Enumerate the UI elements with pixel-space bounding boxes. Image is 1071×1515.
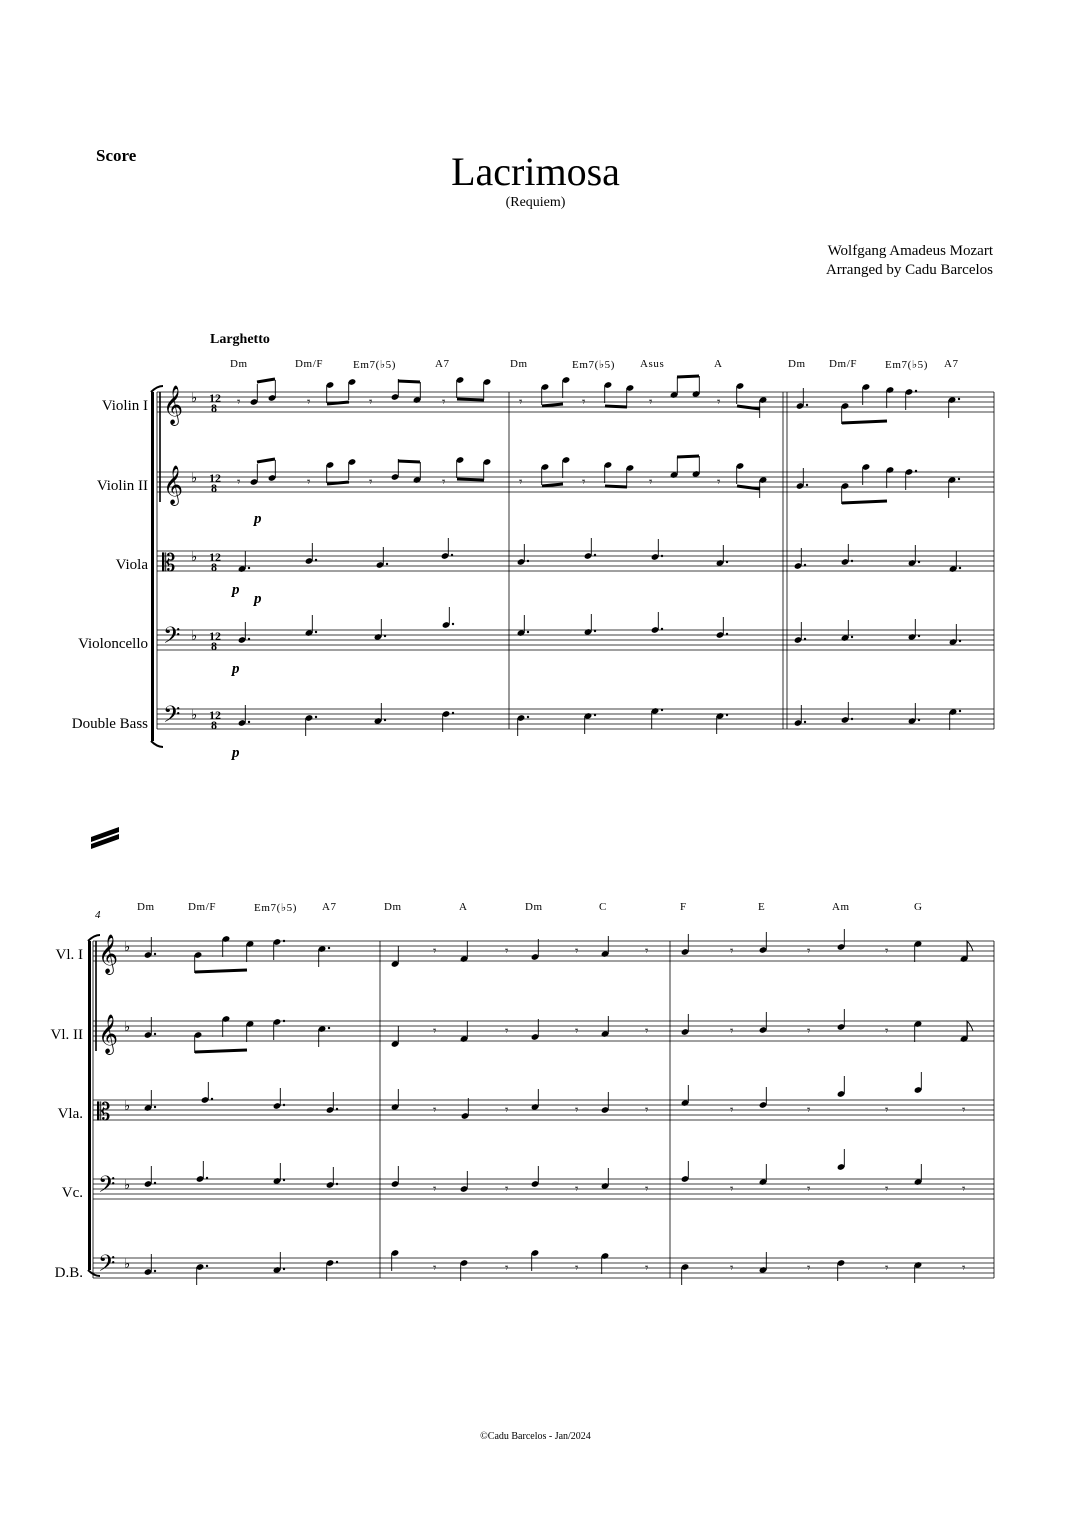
augmentation-dot [918,561,920,563]
augmentation-dot [959,640,961,642]
chord-symbol: Em7(♭5) [885,359,928,371]
augmentation-dot [336,1108,338,1110]
treble-clef: 𝄞 [163,467,184,504]
instrument-name-violoncello: Violoncello [78,636,148,652]
chord-symbol: G [914,901,923,913]
augmentation-dot [452,623,454,625]
augmentation-dot [283,1268,285,1270]
alto-clef: 𝄡 [162,551,176,577]
composer-credit: Wolfgang Amadeus Mozart [827,243,993,259]
augmentation-dot [594,630,596,632]
eighth-rest: 𝄾 [442,394,446,409]
augmentation-dot [726,561,728,563]
eighth-rest: 𝄾 [807,1023,811,1038]
piece-title: Lacrimosa [451,149,620,194]
augmentation-dot [315,631,317,633]
note-beam [257,379,275,382]
augmentation-dot [206,1265,208,1267]
eighth-rest: 𝄾 [962,1260,966,1275]
augmentation-dot [804,721,806,723]
chord-symbol: Dm/F [188,901,217,913]
instrument-name-double-bass: Double Bass [71,716,148,732]
instrument-name-viola-short: Vla. [57,1106,83,1122]
eighth-rest: 𝄾 [645,1260,649,1275]
chord-symbol: A7 [322,901,337,913]
time-signature-bottom: 8 [211,560,217,574]
alto-clef: 𝄡 [97,1100,111,1126]
augmentation-dot [959,567,961,569]
eighth-rest: 𝄾 [575,1260,579,1275]
bracket-hook [151,386,163,392]
bass-clef: 𝄢 [163,702,181,732]
eighth-rest: 𝄾 [582,474,586,489]
eighth-rest: 𝄾 [962,1181,966,1196]
time-signature-top: 12 [209,550,221,564]
time-signature-bottom: 8 [211,481,217,495]
chord-symbol: Em7(♭5) [572,359,615,371]
eighth-rest: 𝄾 [649,474,653,489]
augmentation-dot [959,710,961,712]
augmentation-dot [154,1106,156,1108]
chord-symbol: A7 [435,358,450,370]
flat-accidental: ♭ [191,707,198,722]
bass-clef: 𝄢 [163,623,181,653]
augmentation-dot [452,712,454,714]
augmentation-dot [851,636,853,638]
arranger-credit: Arranged by Cadu Barcelos [825,262,993,278]
bracket-hook [151,741,163,747]
eighth-rest: 𝄾 [442,474,446,489]
augmentation-dot [594,554,596,556]
treble-clef: 𝄞 [98,936,119,973]
eighth-rest: 𝄾 [807,1102,811,1117]
chord-symbol: Dm [788,358,806,370]
augmentation-dot [915,390,917,392]
time-signature-top: 12 [209,708,221,722]
flat-accidental: ♭ [124,1098,131,1113]
augmentation-dot [918,635,920,637]
augmentation-dot [384,719,386,721]
eighth-rest: 𝄾 [645,1181,649,1196]
augmentation-dot [315,559,317,561]
flat-accidental: ♭ [191,390,198,405]
eighth-rest: 𝄾 [505,943,509,958]
eighth-rest: 𝄾 [433,1023,437,1038]
copyright-footer: ©Cadu Barcelos - Jan/2024 [480,1431,591,1442]
augmentation-dot [211,1098,213,1100]
eighth-rest: 𝄾 [575,943,579,958]
augmentation-dot [384,635,386,637]
eighth-rest: 𝄾 [885,1181,889,1196]
augmentation-dot [806,404,808,406]
dynamic-piano: p [232,661,240,677]
eighth-rest: 𝄾 [717,474,721,489]
augmentation-dot [958,398,960,400]
chord-symbol: Dm [230,358,248,370]
treble-clef: 𝄞 [163,387,184,424]
augmentation-dot [386,563,388,565]
eighth-rest: 𝄾 [645,943,649,958]
augmentation-dot [527,631,529,633]
measure-number: 4 [95,909,101,921]
chord-symbol: F [680,901,687,913]
note-beam [195,970,247,972]
eighth-rest: 𝄾 [369,394,373,409]
eighth-rest: 𝄾 [807,943,811,958]
eighth-rest: 𝄾 [649,394,653,409]
augmentation-dot [154,953,156,955]
chord-symbol: A7 [944,358,959,370]
eighth-rest: 𝄾 [433,943,437,958]
time-signature-top: 12 [209,391,221,405]
note-beam [257,459,275,462]
flat-accidental: ♭ [191,470,198,485]
chord-symbol: Em7(♭5) [353,359,396,371]
eighth-rest: 𝄾 [807,1181,811,1196]
augmentation-dot [154,1033,156,1035]
eighth-rest: 𝄾 [645,1102,649,1117]
augmentation-dot [527,716,529,718]
treble-clef: 𝄞 [98,1016,119,1053]
eighth-rest: 𝄾 [433,1260,437,1275]
instrument-name-double-bass-short: D.B. [54,1265,83,1281]
note-beam [842,421,887,423]
piece-subtitle: (Requiem) [505,195,566,210]
augmentation-dot [726,633,728,635]
chord-symbol: E [758,901,766,913]
flat-accidental: ♭ [124,939,131,954]
dynamic-piano: p [232,582,240,598]
eighth-rest: 𝄾 [433,1102,437,1117]
eighth-rest: 𝄾 [582,394,586,409]
augmentation-dot [915,470,917,472]
augmentation-dot [451,554,453,556]
chord-symbol: Dm/F [295,358,324,370]
chord-symbol: A [459,901,468,913]
augmentation-dot [283,1104,285,1106]
time-signature-top: 12 [209,629,221,643]
eighth-rest: 𝄾 [505,1023,509,1038]
augmentation-dot [527,560,529,562]
eighth-rest: 𝄾 [505,1181,509,1196]
augmentation-dot [283,1179,285,1181]
note-beam [677,376,699,377]
eighth-rest: 𝄾 [237,474,241,489]
eighth-rest: 𝄾 [237,394,241,409]
augmentation-dot [315,716,317,718]
note-beam [327,402,349,404]
eighth-rest: 𝄾 [730,1260,734,1275]
chord-symbol: Dm [510,358,528,370]
eighth-rest: 𝄾 [885,1102,889,1117]
instrument-name-violin-1-short: Vl. I [55,947,83,963]
augmentation-dot [328,1027,330,1029]
note-beam [195,1050,247,1052]
score-label: Score [96,146,137,165]
time-signature-bottom: 8 [211,639,217,653]
augmentation-dot [283,940,285,942]
augmentation-dot [958,478,960,480]
augmentation-dot [851,718,853,720]
eighth-rest: 𝄾 [730,1023,734,1038]
flat-accidental: ♭ [124,1256,131,1271]
note-beam [542,484,563,486]
eighth-rest: 𝄾 [730,1102,734,1117]
chord-symbol: Dm/F [829,358,858,370]
chord-symbol: Dm [525,901,543,913]
eighth-rest: 𝄾 [433,1181,437,1196]
chord-symbol: Asus [640,358,665,370]
eighth-rest: 𝄾 [505,1102,509,1117]
augmentation-dot [248,638,250,640]
note-beam [737,406,760,409]
dynamic-piano: p [254,591,262,607]
note-beam [457,399,484,400]
eighth-rest: 𝄾 [519,474,523,489]
dynamic-piano: p [254,511,262,527]
eighth-rest: 𝄾 [962,1102,966,1117]
instrument-name-violoncello-short: Vc. [61,1185,83,1201]
augmentation-dot [806,484,808,486]
eighth-rest: 𝄾 [885,1260,889,1275]
eighth-rest: 𝄾 [807,1260,811,1275]
augmentation-dot [661,709,663,711]
augmentation-dot [851,560,853,562]
eighth-rest: 𝄾 [730,1181,734,1196]
note-beam [605,486,627,487]
instrument-name-violin-2: Violin II [96,478,148,494]
augmentation-dot [283,1020,285,1022]
eighth-rest: 𝄾 [717,394,721,409]
note-beam [327,482,349,484]
augmentation-dot [154,1182,156,1184]
augmentation-dot [726,714,728,716]
augmentation-dot [804,638,806,640]
instrument-name-viola: Viola [115,557,148,573]
augmentation-dot [661,628,663,630]
augmentation-dot [661,555,663,557]
augmentation-dot [248,721,250,723]
augmentation-dot [248,567,250,569]
flat-accidental: ♭ [124,1019,131,1034]
instrument-name-violin-2-short: Vl. II [50,1027,83,1043]
eighth-rest: 𝄾 [885,943,889,958]
eighth-rest: 𝄾 [575,1181,579,1196]
eighth-rest: 𝄾 [505,1260,509,1275]
flat-accidental: ♭ [191,549,198,564]
note-beam [737,486,760,489]
eighth-rest: 𝄾 [519,394,523,409]
note-beam [677,456,699,457]
chord-symbol: Dm [137,901,155,913]
time-signature-bottom: 8 [211,401,217,415]
chord-symbol: C [599,901,607,913]
eighth-rest: 𝄾 [307,394,311,409]
time-signature-bottom: 8 [211,718,217,732]
eighth-rest: 𝄾 [575,1023,579,1038]
flat-accidental: ♭ [124,1177,131,1192]
bass-clef: 𝄢 [98,1251,116,1281]
note-beam [398,461,420,462]
eighth-rest: 𝄾 [885,1023,889,1038]
augmentation-dot [336,1183,338,1185]
eighth-rest: 𝄾 [730,943,734,958]
eighth-rest: 𝄾 [307,474,311,489]
note-beam [842,501,887,503]
augmentation-dot [804,564,806,566]
augmentation-dot [206,1177,208,1179]
eighth-rest: 𝄾 [369,474,373,489]
system-bracket [88,941,91,1270]
flat-accidental: ♭ [191,628,198,643]
note-beam [398,381,420,382]
chord-symbol: A [714,358,723,370]
eighth-rest: 𝄾 [575,1102,579,1117]
chord-symbol: Em7(♭5) [254,902,297,914]
instrument-name-violin-1: Violin I [101,398,148,414]
tempo-marking: Larghetto [210,332,270,347]
augmentation-dot [594,714,596,716]
eighth-rest: 𝄾 [645,1023,649,1038]
augmentation-dot [328,947,330,949]
system-bracket [151,392,154,741]
dynamic-piano: p [232,745,240,761]
note-beam [457,479,484,480]
augmentation-dot [154,1270,156,1272]
chord-symbol: Dm [384,901,402,913]
time-signature-top: 12 [209,471,221,485]
augmentation-dot [918,719,920,721]
chord-symbol: Am [832,901,850,913]
augmentation-dot [336,1261,338,1263]
note-beam [605,406,627,407]
note-beam [542,404,563,406]
bass-clef: 𝄢 [98,1172,116,1202]
